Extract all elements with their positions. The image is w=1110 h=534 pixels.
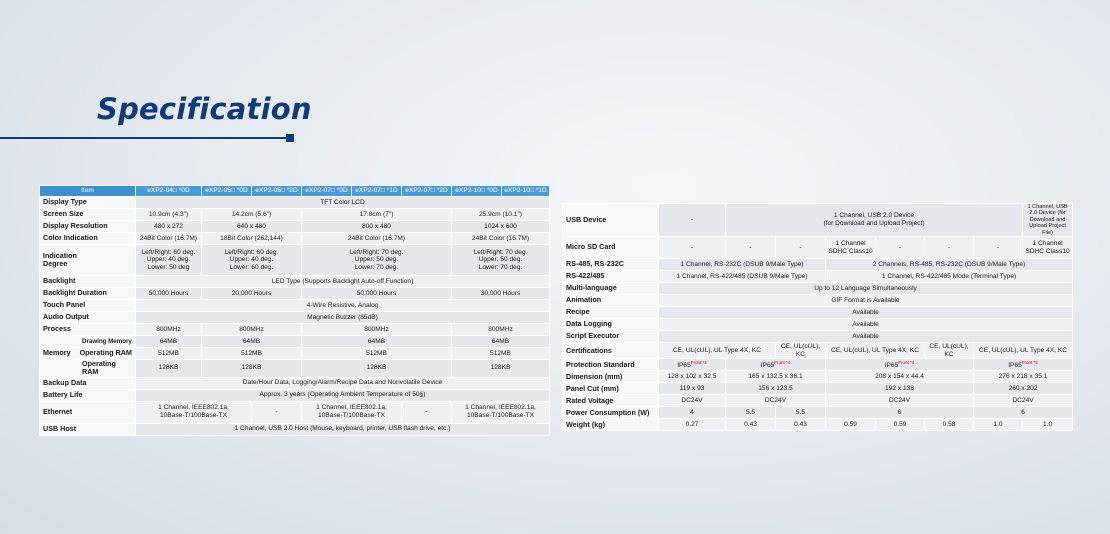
cell: - [659, 237, 726, 259]
footnote-mark: Front *4 [690, 359, 707, 365]
cell: DC24V [826, 395, 974, 407]
cell: 2 Channels, RS-485, RS-232C (DSUB 9/Male Type) [826, 259, 1073, 271]
cell: 0.27 [659, 419, 726, 431]
cell: Available [659, 307, 1073, 319]
row-label: Animation [563, 295, 659, 307]
cell: 5.5 [726, 407, 776, 419]
cell: 260 x 202 [974, 383, 1073, 395]
cell: 800MHz [136, 324, 202, 336]
row-label: Ethernet [40, 401, 136, 423]
cell: 20,000 Hours [202, 288, 302, 300]
cell: CE, UL(cUL), KC [925, 343, 974, 359]
cell-line: 1 Channel, IEEE802.1a, [465, 404, 536, 412]
cell: 30,000 Hours [452, 288, 550, 300]
row-label: Display Type [40, 197, 136, 209]
cell-line: SDHC Class10 [1025, 247, 1070, 255]
page-title: Specification [97, 92, 312, 126]
cell: GIF Format is Available [659, 295, 1073, 307]
table-row [40, 377, 550, 389]
cell-line: Upper: 50 deg. [354, 256, 399, 264]
cell-text: IP65 [760, 362, 775, 370]
cell-text: IP65 [1008, 362, 1022, 370]
cell: DC24V [726, 395, 826, 407]
cell [202, 245, 302, 276]
row-label: USB Host [40, 423, 136, 435]
cell-line: 10Base-T/100Base-TX [159, 412, 228, 420]
cell: 4-Wire Resistive, Analog [136, 300, 550, 312]
cell [302, 245, 452, 276]
cell: 18Bit Color (262,144) [202, 233, 302, 245]
table-row [563, 371, 1073, 383]
header-item: Item [40, 186, 136, 197]
cell-line: Lower: 70 deg. [354, 263, 399, 271]
row-label: Process [40, 324, 136, 336]
row-label: Battery Life [40, 389, 136, 401]
table-row [563, 359, 1073, 371]
header-model: eXP2-10□ *0D [452, 186, 502, 197]
row-label-line: Degree [43, 259, 68, 268]
table-row [40, 221, 550, 233]
row-label: Data Logging [563, 319, 659, 331]
cell: 25.9cm (10.1") [452, 209, 550, 221]
row-label [40, 348, 136, 360]
cell: - [659, 204, 726, 237]
cell-line: Upper: 50 deg. [478, 256, 523, 264]
footnote-mark: Front *4 [898, 359, 915, 365]
cell: 1 Channel, RS-422/485 Mode (Terminal Type) [826, 271, 1073, 283]
cell-line: Upper: 40 deg. [229, 256, 274, 264]
cell: Magnetic Buzzer (85dB) [136, 312, 550, 324]
sub-label: Operating RAM [79, 348, 132, 358]
cell: 24Bit Color (16.7M) [302, 233, 452, 245]
table-row [40, 348, 550, 360]
header-model: eXP2-07□ *0D [302, 186, 352, 197]
row-label: Script Executor [563, 331, 659, 343]
row-label: Screen Size [40, 209, 136, 221]
cell-line: 1 Channel [1032, 240, 1063, 248]
table-row [563, 307, 1073, 319]
cell: 800MHz [452, 324, 550, 336]
cell: 6 [974, 407, 1073, 419]
cell: 165 x 132.5 x 36.1 [726, 371, 826, 383]
cell-line: Lower: 70 deg. [478, 263, 523, 271]
cell: 0.43 [776, 419, 826, 431]
cell: 128KB [452, 360, 550, 378]
cell: 480 x 272 [136, 221, 202, 233]
cell: 64MB [136, 336, 202, 348]
cell-line: 1 Channel, USB 2.0 Device [833, 212, 915, 220]
cell: CE, UL(cUL), KC [776, 343, 826, 359]
row-label: Micro SD Card [563, 237, 659, 259]
cell: - [974, 237, 1023, 259]
row-label: USB Device [563, 204, 659, 237]
footnote-mark: Front *4 [1021, 359, 1038, 365]
row-label [40, 245, 136, 276]
table-row [40, 245, 550, 276]
cell: 14.2cm (5.6") [202, 209, 302, 221]
cell: 17.8cm (7") [302, 209, 452, 221]
cell: Approx. 3 years (Operating Ambient Temperature of 50§) [136, 389, 550, 401]
header-model: eXP2-07□ *1D [352, 186, 402, 197]
cell [726, 359, 826, 371]
cell: CE, UL(cUL), UL Type 4X, KC [659, 343, 776, 359]
cell: 1 Channel, RS-232C (DSUB 9/Male Type) [659, 259, 826, 271]
cell: DC24V [974, 395, 1073, 407]
cell: 640 x 480 [202, 221, 302, 233]
table-row [563, 271, 1073, 283]
cell: - [726, 237, 776, 259]
cell: 128KB [136, 360, 202, 378]
cell [826, 359, 974, 371]
cell: LED Type (Supports Backlight Auto-off Function) [136, 276, 550, 288]
cell: 0.59 [876, 419, 925, 431]
cell-line: Upper: 40 deg. [146, 256, 191, 264]
table-row [563, 295, 1073, 307]
cell [452, 245, 550, 276]
cell: 10.9cm (4.3") [136, 209, 202, 221]
cell [452, 401, 550, 423]
cell: 208 x 154 x 44.4 [826, 371, 974, 383]
row-label: Backlight Duration [40, 288, 136, 300]
cell: 0.59 [826, 419, 876, 431]
table-row [40, 401, 550, 423]
row-label: Weight (kg) [563, 419, 659, 431]
cell: 1.0 [974, 419, 1023, 431]
row-label: Multi-language [563, 283, 659, 295]
cell: 128KB [302, 360, 452, 378]
cell-line: Left/Right: 70 deg. [349, 248, 404, 256]
cell [659, 359, 726, 371]
table-row [40, 209, 550, 221]
cell-line: 1 Channel, USB 2.0 Device (for [1027, 204, 1068, 217]
table-row [40, 197, 550, 209]
row-label: Backlight [40, 276, 136, 288]
table-row [563, 331, 1073, 343]
cell: 800MHz [302, 324, 452, 336]
cell: CE, UL(cUL), UL Type 4X, KC [974, 343, 1073, 359]
cell-line: 1 Channel, IEEE802.1a, [158, 404, 229, 412]
table-row [563, 204, 1073, 237]
cell-line: 1 Channel [835, 240, 866, 248]
row-label [40, 336, 136, 348]
row-label: Protection Standard [563, 359, 659, 371]
cell: - [925, 237, 974, 259]
table-row [40, 233, 550, 245]
row-label: Rated Voltage [563, 395, 659, 407]
cell-line: Lower: 50 deg [147, 263, 190, 271]
table-row [40, 360, 550, 378]
cell: 512MB [136, 348, 202, 360]
cell: 0.58 [925, 419, 974, 431]
cell-line: (for Download and Upload Project) [823, 220, 925, 228]
table-row [563, 283, 1073, 295]
row-label: Certifications [563, 343, 659, 359]
cell-line: SDHC Class10 [828, 247, 873, 255]
cell: 24Bit Color (16.7M) [136, 233, 202, 245]
row-label: Touch Panel [40, 300, 136, 312]
cell-line: 1 Channel, IEEE802.1a, [316, 404, 387, 412]
row-label: RS-422/485 [563, 271, 659, 283]
row-label: Display Resolution [40, 221, 136, 233]
table-row [40, 324, 550, 336]
cell: 192 x 138 [826, 383, 974, 395]
cell: 0.43 [726, 419, 776, 431]
cell: 64MB [302, 336, 452, 348]
cell: 6 [826, 407, 974, 419]
cell: DC24V [659, 395, 726, 407]
header-row [40, 186, 550, 197]
table-row [563, 259, 1073, 271]
cell: - [876, 237, 925, 259]
row-label: Recipe [563, 307, 659, 319]
cell [136, 401, 252, 423]
cell: 512MB [452, 348, 550, 360]
cell: 1024 x 600 [452, 221, 550, 233]
row-label: Dimension (mm) [563, 371, 659, 383]
footnote-mark: Front *4 [774, 359, 791, 365]
cell [826, 237, 876, 259]
cell: 5.5 [776, 407, 826, 419]
cell: - [776, 237, 826, 259]
row-label [40, 360, 136, 378]
table-row [40, 389, 550, 401]
spec-table-left [39, 185, 550, 436]
header-model: eXP2-04□ *0D [136, 186, 202, 197]
table-row [40, 423, 550, 435]
table-row [40, 336, 550, 348]
row-label: Power Consumption (W) [563, 407, 659, 419]
cell [726, 204, 1023, 237]
cell-line: Left/Right: 60 deg. [224, 248, 279, 256]
cell: Available [659, 331, 1073, 343]
cell-line: Left/Right: 70 deg. [473, 248, 528, 256]
cell [1023, 204, 1073, 237]
sub-label: Operating RAM [82, 359, 116, 377]
cell: 1 Channel, USB 2.0 Host (Mouse, keyboard, printer, USB flash drive, etc.) [136, 423, 550, 435]
cell: 64MB [202, 336, 302, 348]
cell-line: 10Base-T/100Base-TX [466, 412, 535, 420]
cell: 1.0 [1023, 419, 1073, 431]
cell: CE, UL(cUL), UL Type 4X, KC [826, 343, 925, 359]
table-row [563, 319, 1073, 331]
cell: 800MHz [202, 324, 302, 336]
cell: 1 Channel, RS-422/485 (DSUB 9/Male Type) [659, 271, 826, 283]
title-underline-marker [286, 134, 294, 142]
cell-text: IP65 [884, 362, 899, 370]
cell: 50,000 Hours [302, 288, 452, 300]
row-label: RS-485, RS-232C [563, 259, 659, 271]
cell: 276 x 218 x 35.1 [974, 371, 1073, 383]
cell: 50,000 Hours [136, 288, 202, 300]
cell: 128 x 102 x 32.5 [659, 371, 726, 383]
cell [974, 359, 1073, 371]
table-row [40, 276, 550, 288]
table-row [563, 237, 1073, 259]
row-label: Backup Data [40, 377, 136, 389]
header-model: eXP2-07□ *2D [402, 186, 452, 197]
table-row [563, 395, 1073, 407]
sub-label: Drawing Memory [82, 338, 132, 346]
cell: 119 x 93 [659, 383, 726, 395]
cell: TFT Color LCD [136, 197, 550, 209]
cell: 156 x 123.5 [726, 383, 826, 395]
cell: 4 [659, 407, 726, 419]
cell-line: Left/Right: 60 deg. [141, 248, 196, 256]
cell: 24Bit Color (16.7M) [452, 233, 550, 245]
header-model: eXP2-05□ *0D [202, 186, 252, 197]
spec-table-right [562, 203, 1073, 431]
table-row [40, 300, 550, 312]
row-label: Audio Output [40, 312, 136, 324]
table-row [563, 419, 1073, 431]
cell-line: 10Base-T/100Base-TX [317, 412, 386, 420]
cell-line: File) [1042, 229, 1053, 236]
table-row [563, 383, 1073, 395]
cell-line: Lower: 60 deg. [229, 263, 274, 271]
cell: 512MB [202, 348, 302, 360]
cell [302, 401, 402, 423]
cell: 128KB [202, 360, 302, 378]
table-row [563, 343, 1073, 359]
row-label: Panel Cut (mm) [563, 383, 659, 395]
header-model: eXP2-10□ *1D [502, 186, 550, 197]
header-model: eXP2-05□ *2D [252, 186, 302, 197]
title-underline [0, 137, 290, 139]
cell-text: IP65 [677, 362, 691, 370]
cell: - [252, 401, 302, 423]
row-label-line: Indication [43, 250, 77, 260]
cell: Available [659, 319, 1073, 331]
cell: 800 x 480 [302, 221, 452, 233]
cell: - [402, 401, 452, 423]
cell: Up to 12 Language Simultaneously [659, 283, 1073, 295]
cell: 512MB [302, 348, 452, 360]
cell-line: Download and Upload Project [1029, 216, 1066, 230]
row-label: Color Indication [40, 233, 136, 245]
memory-label: Memory [43, 348, 71, 358]
cell [136, 245, 202, 276]
cell: 64MB [452, 336, 550, 348]
table-row [40, 312, 550, 324]
table-row [563, 407, 1073, 419]
cell: Date/Hour Data, Logging/Alarm/Recipe Data and Nonvolatile Device [136, 377, 550, 389]
cell [1023, 237, 1073, 259]
table-row [40, 288, 550, 300]
